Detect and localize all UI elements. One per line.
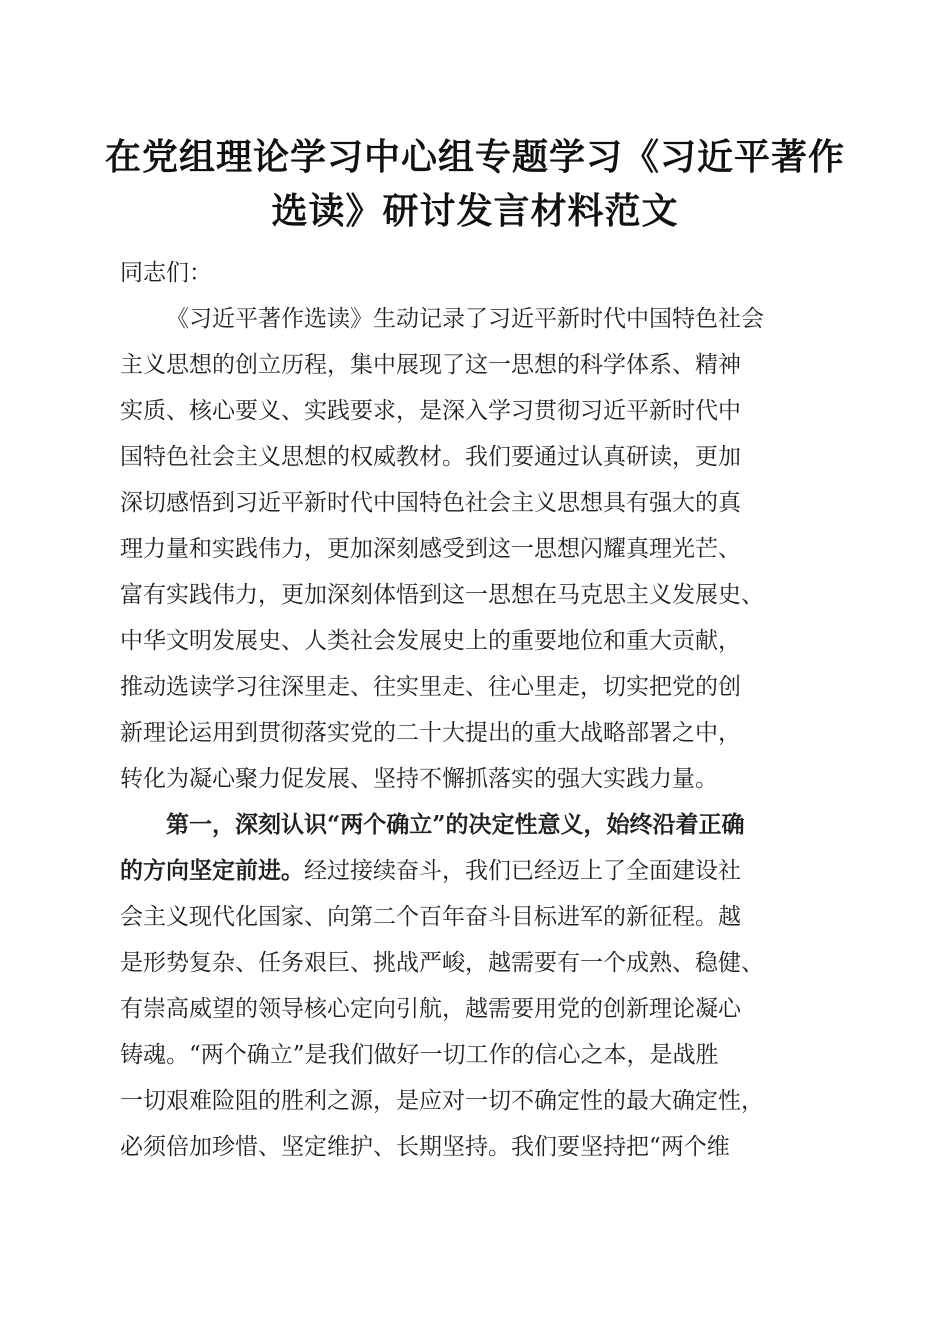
paragraph-line: 主义思想的创立历程，集中展现了这一思想的科学体系、精神 <box>120 352 741 378</box>
paragraph-intro <box>120 296 840 802</box>
paragraph-line: 铸魂。“两个确立”是我们做好一切工作的信心之本，是战胜 <box>120 1042 719 1068</box>
paragraph-line: 是形势复杂、任务艰巨、挑战严峻，越需要有一个成熟、稳健、 <box>120 950 764 976</box>
paragraph-line: 会主义现代化国家、向第二个百年奋斗目标进军的新征程。越 <box>120 904 741 930</box>
paragraph-line: 一切艰难险阻的胜利之源，是应对一切不确定性的最大确定性， <box>120 1088 764 1114</box>
salutation: 同志们： <box>120 260 212 286</box>
paragraph-first-point <box>120 802 840 1170</box>
paragraph-line: 理力量和实践伟力，更加深刻感受到这一思想闪耀真理光芒、 <box>120 536 741 562</box>
paragraph-line: 国特色社会主义思想的权威教材。我们要通过认真研读，更加 <box>120 444 741 470</box>
title-line: 选读》研讨发言材料范文 <box>271 190 679 232</box>
paragraph-line: 转化为凝心聚力促发展、坚持不懈抓落实的强大实践力量。 <box>120 766 718 792</box>
paragraph-line: 有崇高威望的领导核心定向引航，越需要用党的创新理论凝心 <box>120 996 741 1022</box>
paragraph-line-mixed <box>120 848 840 894</box>
paragraph-line: 新理论运用到贯彻落实党的二十大提出的重大战略部署之中， <box>120 720 741 746</box>
point-heading-tail: 的方向坚定前进。 <box>120 857 304 884</box>
paragraph-text-run: 经过接续奋斗，我们已经迈上了全面建设社 <box>304 858 741 884</box>
paragraph-line: 富有实践伟力，更加深刻体悟到这一思想在马克思主义发展史、 <box>120 582 764 608</box>
paragraph-line: 中华文明发展史、人类社会发展史上的重要地位和重大贡献， <box>120 628 741 654</box>
paragraph-line: 实质、核心要义、实践要求，是深入学习贯彻习近平新时代中 <box>120 398 741 424</box>
paragraph-line: 《习近平著作选读》生动记录了习近平新时代中国特色社会 <box>166 306 764 332</box>
document-title <box>100 130 850 238</box>
paragraph-line: 推动选读学习往深里走、往实里走、往心里走，切实把党的创 <box>120 674 741 700</box>
paragraph-line: 必须倍加珍惜、坚定维护、长期坚持。我们要坚持把“两个维 <box>120 1134 730 1160</box>
paragraph-line: 深切感悟到习近平新时代中国特色社会主义思想具有强大的真 <box>120 490 741 516</box>
title-line: 在党组理论学习中心组专题学习《习近平著作 <box>104 136 845 178</box>
point-heading-line: 第一，深刻认识“两个确立”的决定性意义，始终沿着正确 <box>166 811 745 838</box>
document-body <box>120 250 840 1170</box>
